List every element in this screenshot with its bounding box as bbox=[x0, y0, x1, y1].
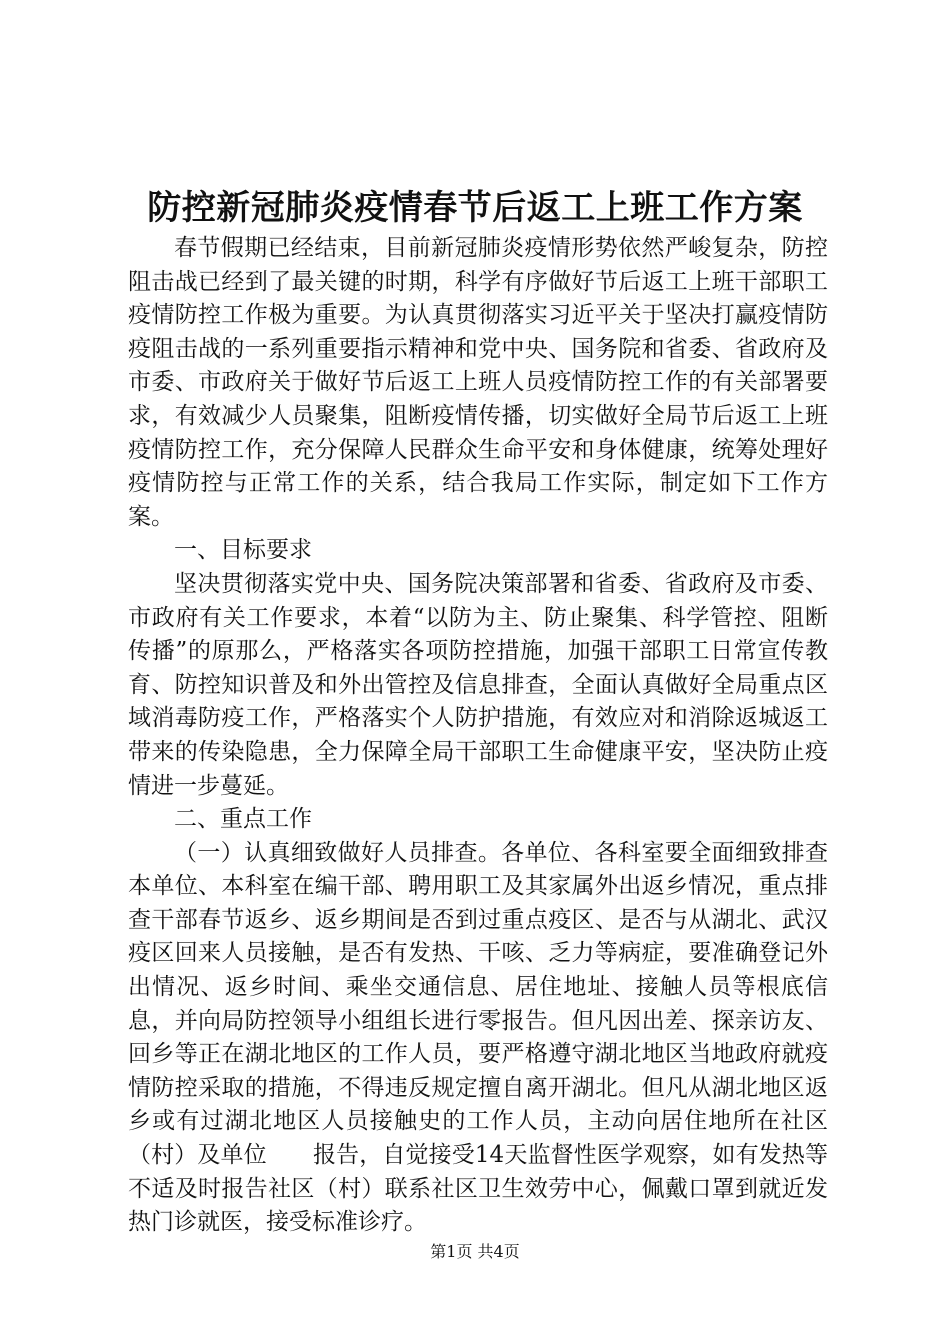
page-footer: 第1页 共4页 bbox=[430, 1242, 520, 1261]
section-heading-key-work: 二、重点工作 bbox=[174, 806, 312, 833]
document-body bbox=[128, 232, 828, 1240]
paragraph-goals: 坚决贯彻落实党中央、国务院决策部署和省委、省政府及市委、市政府有关工作要求，本着“以防为主、防止聚集、科学管控、阻断传播”的原那么，严格落实各项防控措施，加强干部职工日常宣传教育、防控知识普及和外出管控及信息排查，全面认真做好全局重点区域消毒防疫工作，严格落实个人防护措施，有效应对和消除返城返工带来的传染隐患，全力保障全局干部职工生命健康平安，坚决防止疫情进一步蔓延。 bbox=[128, 570, 828, 799]
document-title: 防控新冠肺炎疫情春节后返工上班工作方案 bbox=[147, 188, 803, 228]
paragraph-intro: 春节假期已经结束，目前新冠肺炎疫情形势依然严峻复杂，防控阻击战已经到了最关键的时期，科学有序做好节后返工上班干部职工疫情防控工作极为重要。为认真贯彻落实习近平关于坚决打赢疫情防疫阻击战的一系列重要指示精神和党中央、国务院和省委、省政府及市委、市政府关于做好节后返工上班人员疫情防控工作的有关部署要求，有效减少人员聚集，阻断疫情传播，切实做好全局节后返工上班疫情防控工作，充分保障人民群众生命平安和身体健康，统筹处理好疫情防控与正常工作的关系，结合我局工作实际，制定如下工作方案。 bbox=[128, 235, 828, 530]
paragraph-key-work-1: （一）认真细致做好人员排查。各单位、各科室要全面细致排查本单位、本科室在编干部、聘用职工及其家属外出返乡情况，重点排查干部春节返乡、返乡期间是否到过重点疫区、是否与从湖北、武汉疫区回来人员接触，是否有发热、干咳、乏力等病症，要准确登记外出情况、返乡时间、乘坐交通信息、居住地址、接触人员等根底信息，并向局防控领导小组组长进行零报告。但凡因出差、探亲访友、回乡等正在湖北地区的工作人员，要严格遵守湖北地区当地政府就疫情防控采取的措施，不得违反规定擅自离开湖北。但凡从湖北地区返乡或有过湖北地区人员接触史的工作人员，主动向居住地所在社区（村）及单位 报告，自觉接受14天监督性医学观察，如有发热等不适及时报告社区（村）联系社区卫生效劳中心，佩戴口罩到就近发热门诊就医，接受标准诊疗。 bbox=[128, 839, 828, 1236]
section-heading-goals: 一、目标要求 bbox=[174, 537, 312, 564]
